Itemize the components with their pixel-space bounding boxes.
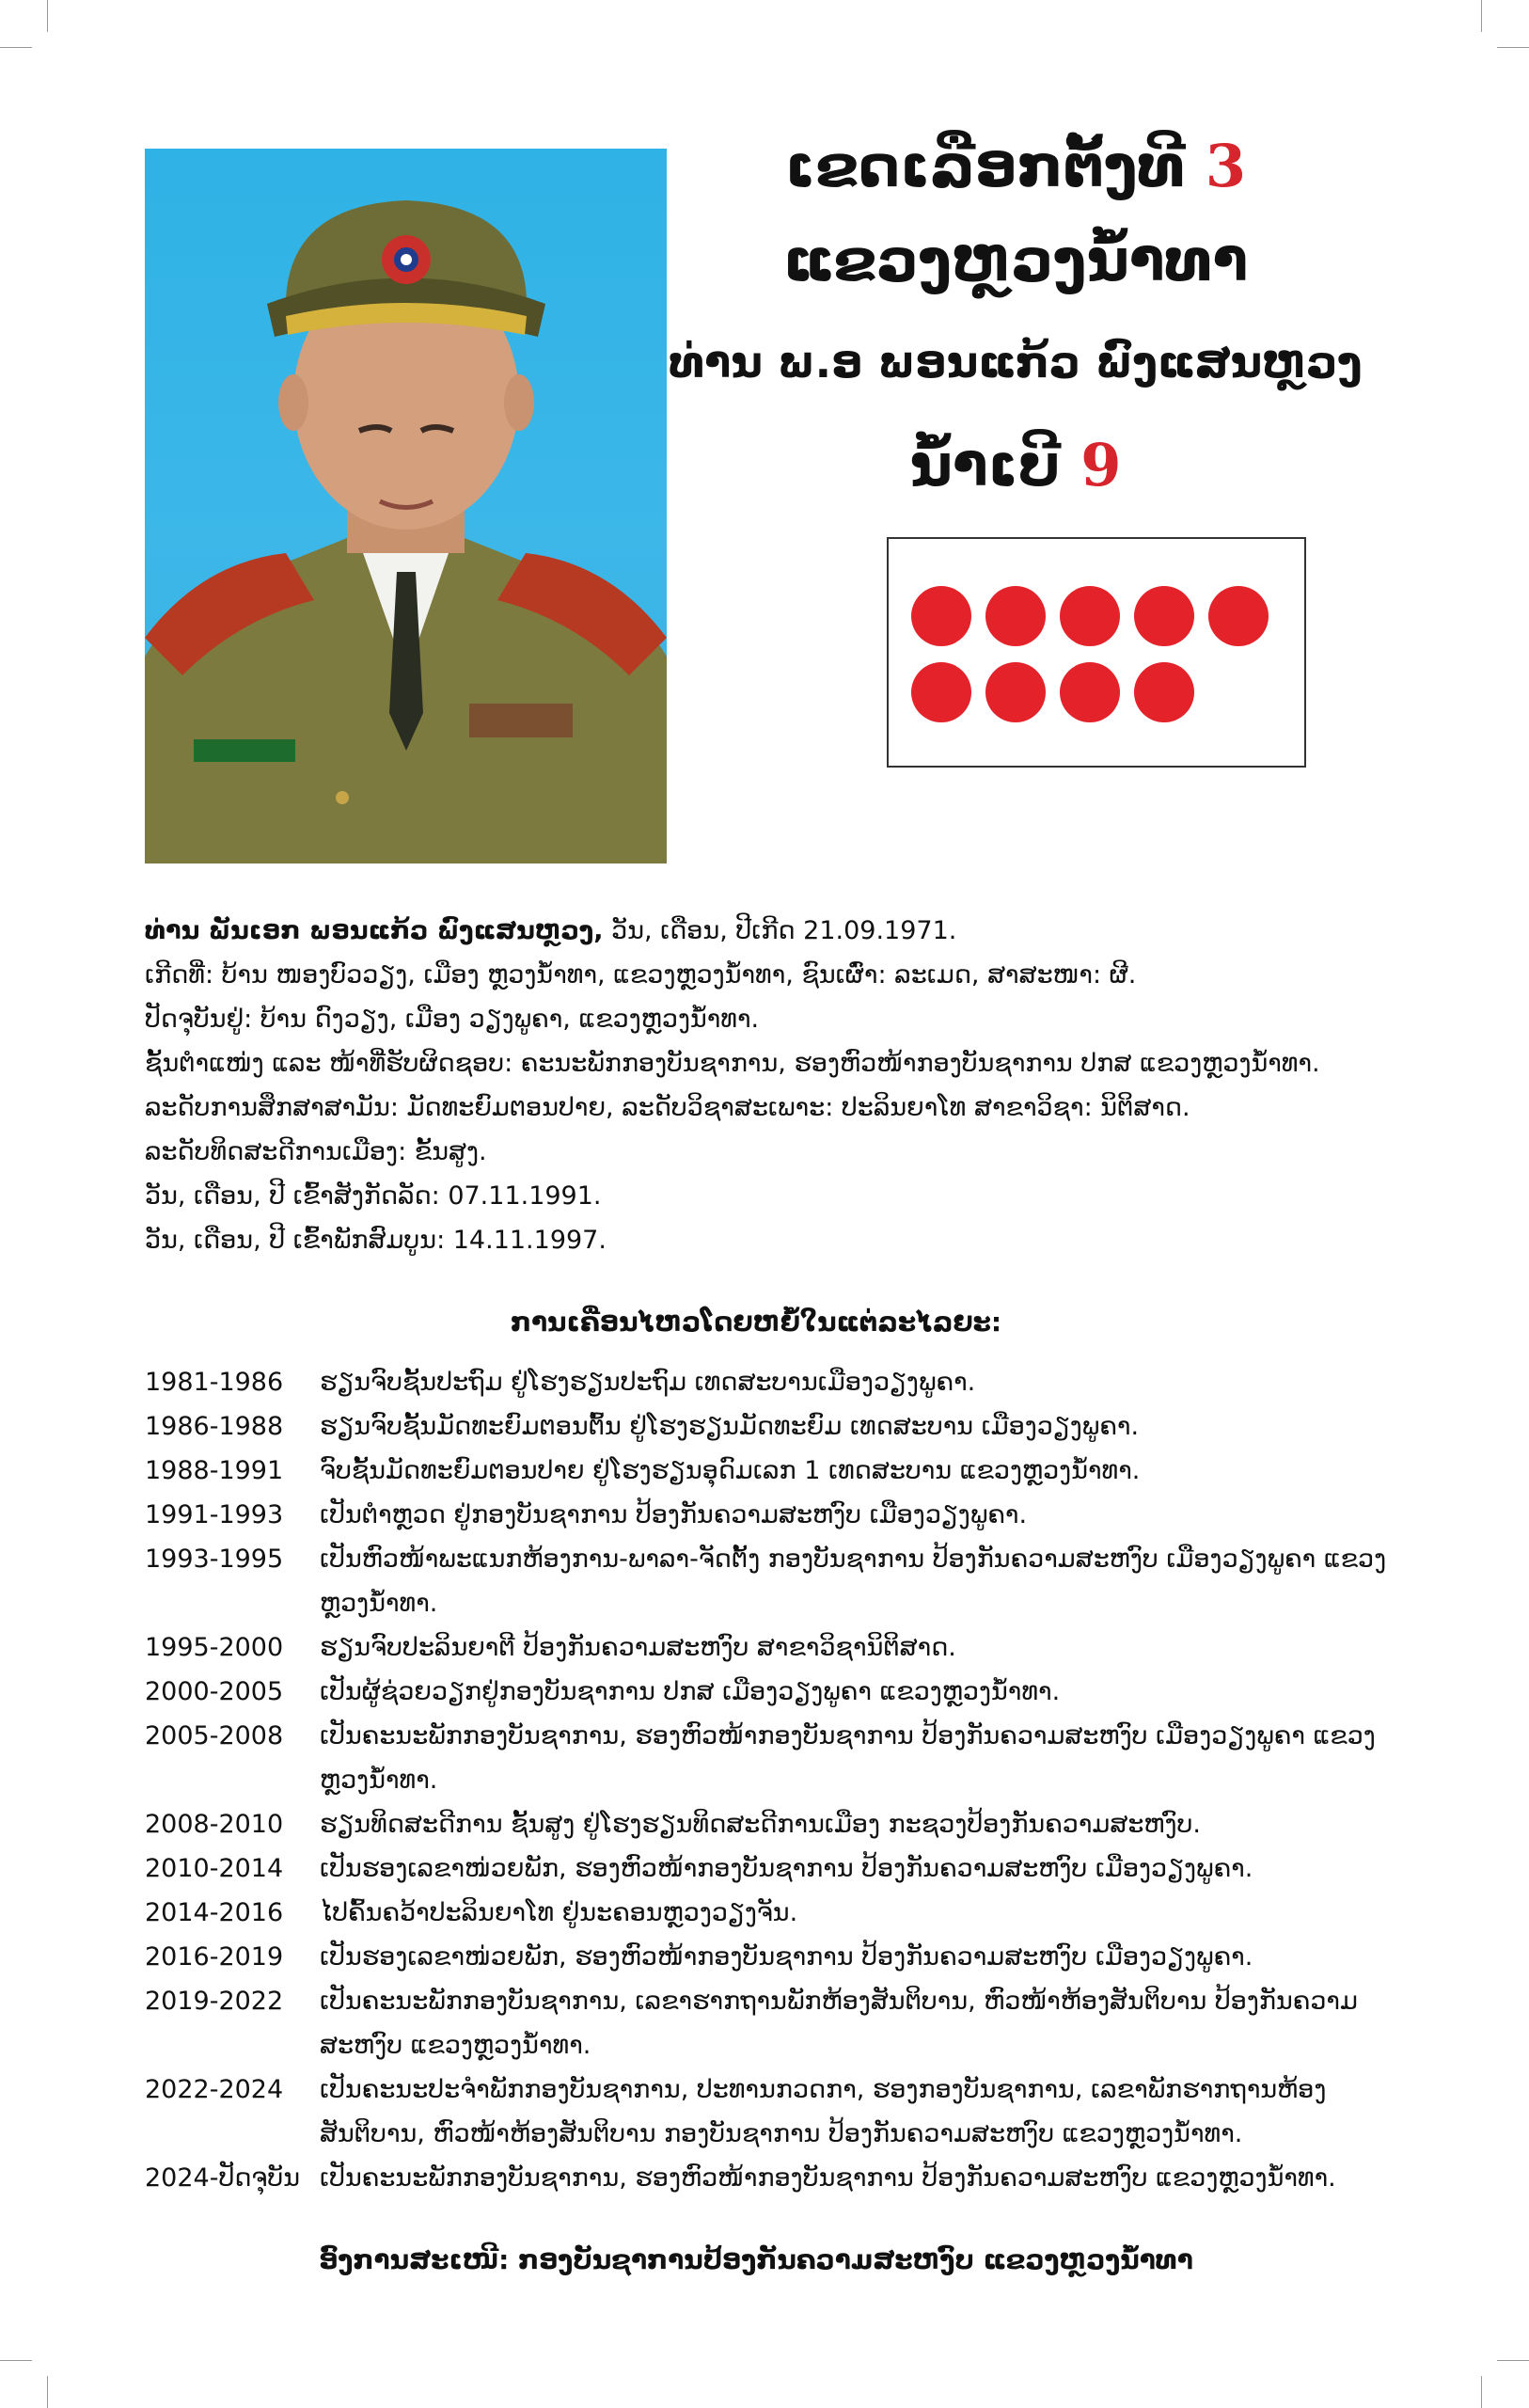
candidate-photo — [145, 149, 667, 863]
ballot-dot — [1134, 662, 1194, 722]
constituency-label: ເຂດເລືອກຕັ້ງທີ — [784, 132, 1186, 200]
career-description: ເປັນຄະນະພັກກອງບັນຊາການ, ເລຂາຮາກຖານພັກຫ້ອງສັນຕິບານ, ຫົວໜ້າຫ້ອງສັນຕິບານ ປ້ອງກັນຄວາມສະຫງົບ ແຂວງຫຼວງນໍ້າທາ. — [320, 1987, 1358, 2060]
crop-mark — [1497, 2360, 1529, 2361]
dot-row — [911, 586, 1269, 646]
crop-mark — [47, 2376, 48, 2408]
ballot-dot — [1060, 586, 1120, 646]
career-years: 2008-2010 — [145, 1810, 284, 1839]
career-years: 2016-2019 — [145, 1942, 284, 1972]
bio-party-join-date: ວັນ, ເດືອນ, ປີ ເຂົ້າພັກສົມບູນ: 14.11.1997. — [145, 1226, 607, 1255]
career-row — [145, 1891, 1405, 1935]
bio-org-join-date: ວັນ, ເດືອນ, ປີ ເຂົ້າສັງກັດລັດ: 07.11.1991. — [145, 1181, 602, 1211]
biography — [145, 909, 1414, 1262]
career-years: 2005-2008 — [145, 1721, 284, 1751]
province-heading: ແຂວງຫຼວງນ້ຳທາ — [782, 226, 1249, 294]
career-row — [145, 1714, 1405, 1802]
bio-residence: ປັດຈຸບັນຢູ່: ບ້ານ ດົງວຽງ, ເມືອງ ວຽງພູຄາ, ແຂວງຫຼວງນໍ້າທາ. — [145, 1005, 760, 1034]
bio-name-line — [145, 909, 1414, 953]
bio-name: ທ່ານ ພັນເອກ ພອນແກ້ວ ພົງແສນຫຼວງ, — [145, 916, 604, 945]
career-years: 1981-1986 — [145, 1368, 284, 1397]
career-description: ເປັນຮອງເລຂາໜ່ວຍພັກ, ຮອງຫົວໜ້າກອງບັນຊາການ ປ້ອງກັນຄວາມສະຫງົບ ເມືອງວຽງພູຄາ. — [320, 1942, 1253, 1972]
constituency-number: 3 — [1205, 132, 1246, 200]
career-description: ຮຽນຈົບຊັ້ນມັດທະຍົມຕອນຕົ້ນ ຢູ່ໂຮງຮຽນມັດທະຍົມ ເທດສະບານ ເມືອງວຽງພູຄາ. — [320, 1412, 1140, 1441]
ballot-dot — [1134, 586, 1194, 646]
crop-mark — [1481, 2376, 1482, 2408]
ballot-dot — [985, 662, 1046, 722]
career-row — [145, 1449, 1405, 1493]
bio-political-level: ລະດັບທິດສະດີການເມືອງ: ຂັ້ນສູງ. — [145, 1137, 487, 1166]
career-description: ເປັນຜູ້ຊ່ວຍວຽກຢູ່ກອງບັນຊາການ ປກສ ເມືອງວຽງພູຄາ ແຂວງຫຼວງນໍ້າທາ. — [320, 1677, 1061, 1706]
career-description: ຮຽນຈົບປະລິນຍາຕີ ປ້ອງກັນຄວາມສະຫງົບ ສາຂາວິຊານິຕິສາດ. — [320, 1633, 956, 1662]
career-description: ເປັນຄະນະປະຈໍາພັກກອງບັນຊາການ, ປະທານກວດກາ, ຮອງກອງບັນຊາການ, ເລຂາພັກຮາກຖານຫ້ອງສັນຕິບານ, ຫົວໜ້າຫ້ອງສັນຕິບານ ກອງບັນຊາການ ປ້ອງກັນຄວາມສະຫງົບ ແຂວງຫຼວງນໍ້າທາ. — [320, 2075, 1327, 2148]
bio-education: ລະດັບການສຶກສາສາມັນ: ມັດທະຍົມຕອນປາຍ, ລະດັບວິຊາສະເພາະ: ປະລິນຍາໂທ ສາຂາວິຊາ: ນິຕິສາດ. — [145, 1093, 1190, 1122]
career-description: ເປັນຮອງເລຂາໜ່ວຍພັກ, ຮອງຫົວໜ້າກອງບັນຊາການ ປ້ອງກັນຄວາມສະຫງົບ ເມືອງວຽງພູຄາ. — [320, 1854, 1253, 1883]
career-years: 1995-2000 — [145, 1633, 284, 1662]
career-years: 1991-1993 — [145, 1500, 284, 1529]
career-years: 2024-ປັດຈຸບັນ — [145, 2163, 301, 2193]
ballot-dot — [911, 662, 971, 722]
constituency-heading — [658, 132, 1373, 200]
ballot-number-box — [887, 537, 1306, 768]
career-row — [145, 1802, 1405, 1846]
career-years: 2019-2022 — [145, 1987, 284, 2016]
career-years: 2010-2014 — [145, 1854, 284, 1883]
career-row — [145, 1537, 1405, 1625]
candidate-number-label: ນໍ້າເບີ — [909, 431, 1061, 499]
career-row — [145, 1979, 1405, 2067]
career-row — [145, 1670, 1405, 1714]
career-row — [145, 1404, 1405, 1449]
career-row — [145, 2156, 1405, 2200]
career-row — [145, 1846, 1405, 1891]
crop-mark — [0, 47, 32, 48]
ballot-dot — [985, 586, 1046, 646]
career-description: ເປັນຄະນະພັກກອງບັນຊາການ, ຮອງຫົວໜ້າກອງບັນຊາການ ປ້ອງກັນຄວາມສະຫງົບ ເມືອງວຽງພູຄາ ແຂວງຫຼວງນໍ້າທາ. — [320, 1721, 1376, 1795]
career-years: 1988-1991 — [145, 1456, 284, 1485]
candidate-name-heading: ທ່ານ ພ.ອ ພອນແກ້ວ ພົງແສນຫຼວງ — [669, 337, 1363, 388]
career-description: ຮຽນທິດສະດີການ ຊັ້ນສູງ ຢູ່ໂຮງຮຽນທິດສະດີການເມືອງ ກະຊວງປ້ອງກັນຄວາມສະຫງົບ. — [320, 1810, 1202, 1839]
candidate-number: 9 — [1080, 431, 1122, 499]
career-row — [145, 1493, 1405, 1537]
career-timeline — [145, 1360, 1405, 2200]
career-description: ເປັນຕໍາຫຼວດ ຢູ່ກອງບັນຊາການ ປ້ອງກັນຄວາມສະຫງົບ ເມືອງວຽງພູຄາ. — [320, 1500, 1028, 1529]
bio-birthdate: ວັນ, ເດືອນ, ປີເກີດ 21.09.1971. — [611, 916, 957, 945]
career-title: ການເຄື່ອນໄຫວໂດຍຫຍໍ້ໃນແຕ່ລະໄລຍະ: — [510, 1307, 1002, 1338]
dot-row — [911, 662, 1194, 722]
career-description: ຈົບຊັ້ນມັດທະຍົມຕອນປາຍ ຢູ່ໂຮງຮຽນອຸດົມເລກ 1 ເທດສະບານ ແຂວງຫຼວງນໍ້າທາ. — [320, 1456, 1141, 1485]
career-years: 2014-2016 — [145, 1898, 284, 1927]
career-row — [145, 1625, 1405, 1670]
career-description: ໄປຄົ້ນຄວ້າປະລິນຍາໂທ ຢູ່ນະຄອນຫຼວງວຽງຈັນ. — [320, 1898, 798, 1927]
portrait-illustration — [145, 149, 667, 863]
ballot-dot — [1208, 586, 1269, 646]
candidate-number-heading — [658, 431, 1373, 499]
career-years: 1993-1995 — [145, 1545, 284, 1574]
bio-birthplace: ເກີດທີ່: ບ້ານ ໜອງບົວວຽງ, ເມືອງ ຫຼວງນໍ້າທາ, ແຂວງຫຼວງນໍ້າທາ, ຊົນເຜົ່າ: ລະເມດ, ສາສະໜາ: ຜີ. — [145, 960, 1137, 990]
career-years: 2022-2024 — [145, 2075, 284, 2104]
career-row — [145, 1360, 1405, 1404]
proposer-org: ກອງບັນຊາການປ້ອງກັນຄວາມສະຫງົບ ແຂວງຫຼວງນໍ້າທາ — [518, 2244, 1193, 2275]
career-row — [145, 1935, 1405, 1979]
ballot-dot — [911, 586, 971, 646]
ballot-dot — [1060, 662, 1120, 722]
career-row — [145, 2067, 1405, 2156]
career-years: 2000-2005 — [145, 1677, 284, 1706]
crop-mark — [47, 0, 48, 32]
crop-mark — [0, 2360, 32, 2361]
career-description: ເປັນຫົວໜ້າພະແນກຫ້ອງການ-ພາລາ-ຈັດຕັ້ງ ກອງບັນຊາການ ປ້ອງກັນຄວາມສະຫງົບ ເມືອງວຽງພູຄາ ແຂວງຫຼວງນໍ້າທາ. — [320, 1545, 1387, 1618]
proposer-footer — [145, 2244, 1367, 2275]
crop-mark — [1481, 0, 1482, 32]
career-description: ເປັນຄະນະພັກກອງບັນຊາການ, ຮອງຫົວໜ້າກອງບັນຊາການ ປ້ອງກັນຄວາມສະຫງົບ ແຂວງຫຼວງນໍ້າທາ. — [320, 2163, 1336, 2193]
career-years: 1986-1988 — [145, 1412, 284, 1441]
bio-position: ຊັ້ນຕໍາແໜ່ງ ແລະ ໜ້າທີ່ຮັບຜິດຊອບ: ຄະນະພັກກອງບັນຊາການ, ຮອງຫົວໜ້າກອງບັນຊາການ ປກສ ແຂວງຫຼວງນໍ້າທາ. — [145, 1049, 1320, 1078]
proposer-label: ອົງການສະເໜີ: — [319, 2244, 510, 2275]
crop-mark — [1497, 47, 1529, 48]
career-description: ຮຽນຈົບຊັ້ນປະຖົມ ຢູ່ໂຮງຮຽນປະຖົມ ເທດສະບານເມືອງວຽງພູຄາ. — [320, 1368, 976, 1397]
